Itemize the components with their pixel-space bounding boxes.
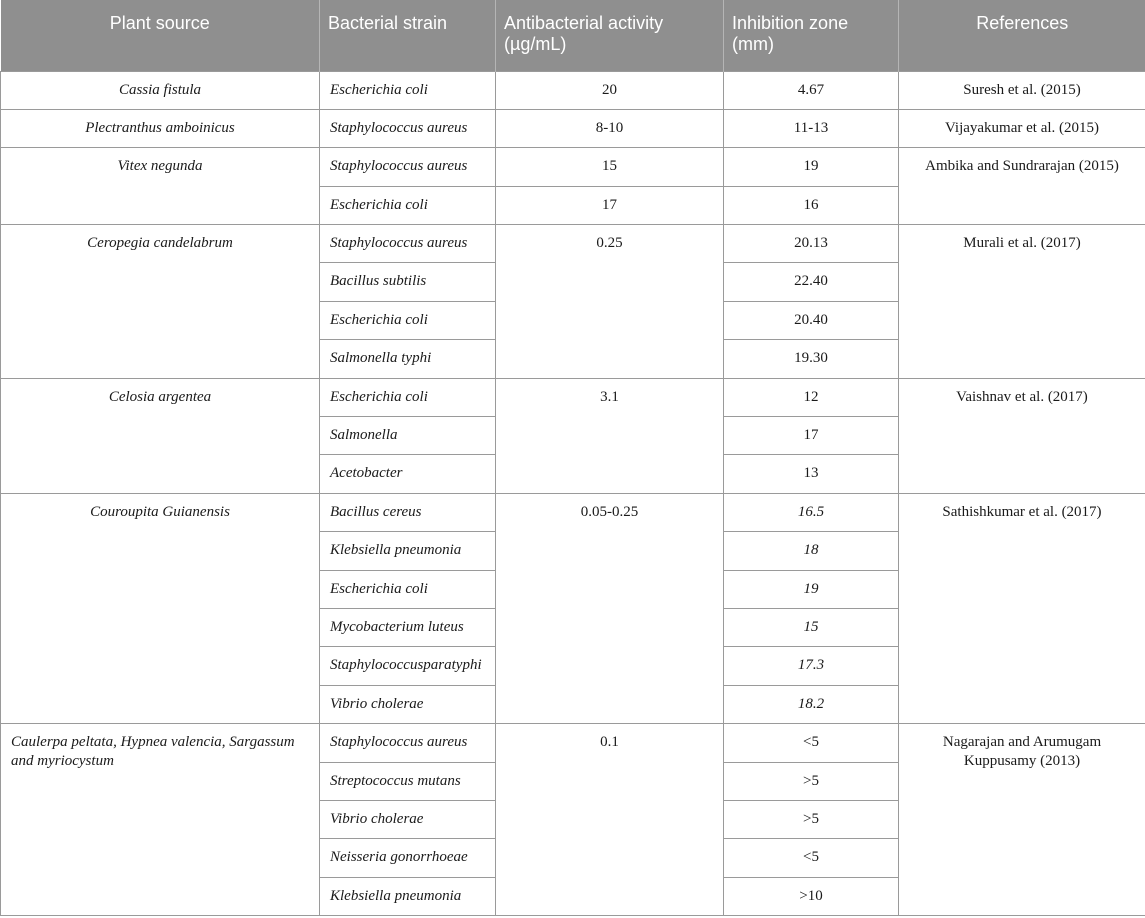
inhibition-zone-cell: 13 xyxy=(724,455,899,493)
inhibition-zone-cell: 22.40 xyxy=(724,263,899,301)
inhibition-zone-cell: 15 xyxy=(724,608,899,646)
reference-cell: Sathishkumar et al. (2017) xyxy=(899,493,1145,723)
inhibition-zone-cell: 19 xyxy=(724,148,899,186)
bacterial-strain-cell: Staphylococcus aureus xyxy=(320,148,496,186)
activity-cell: 0.1 xyxy=(496,724,724,916)
table-row xyxy=(1,225,1145,263)
inhibition-zone-cell: 19.30 xyxy=(724,340,899,378)
bacterial-strain-cell: Salmonella typhi xyxy=(320,340,496,378)
activity-cell: 8-10 xyxy=(496,109,724,147)
inhibition-zone-cell: 19 xyxy=(724,570,899,608)
reference-cell: Suresh et al. (2015) xyxy=(899,71,1145,109)
inhibition-zone-cell: 18 xyxy=(724,532,899,570)
reference-cell: Nagarajan and Arumugam Kuppusamy (2013) xyxy=(899,724,1145,916)
inhibition-zone-cell: >5 xyxy=(724,762,899,800)
inhibition-zone-cell: >5 xyxy=(724,800,899,838)
table-row xyxy=(1,71,1145,109)
plant-source-cell: Vitex negunda xyxy=(1,148,320,225)
reference-cell: Vaishnav et al. (2017) xyxy=(899,378,1145,493)
table-row xyxy=(1,109,1145,147)
table-row xyxy=(1,148,1145,186)
bacterial-strain-cell: Escherichia coli xyxy=(320,71,496,109)
header-plant-source: Plant source xyxy=(1,0,320,71)
activity-cell: 0.25 xyxy=(496,225,724,379)
table-row xyxy=(1,724,1145,762)
header-antibacterial-activity: Antibacterial activity (µg/mL) xyxy=(496,0,724,71)
plant-source-cell: Celosia argentea xyxy=(1,378,320,493)
bacterial-strain-cell: Bacillus cereus xyxy=(320,493,496,531)
inhibition-zone-cell: 12 xyxy=(724,378,899,416)
activity-cell: 20 xyxy=(496,71,724,109)
inhibition-zone-cell: <5 xyxy=(724,724,899,762)
header-references: References xyxy=(899,0,1145,71)
header-inhibition-zone: Inhibition zone (mm) xyxy=(724,0,899,71)
plant-source-cell: Cassia fistula xyxy=(1,71,320,109)
bacterial-strain-cell: Klebsiella pneumonia xyxy=(320,877,496,915)
activity-cell: 15 xyxy=(496,148,724,186)
inhibition-zone-cell: 4.67 xyxy=(724,71,899,109)
bacterial-strain-cell: Escherichia coli xyxy=(320,301,496,339)
header-bacterial-strain: Bacterial strain xyxy=(320,0,496,71)
inhibition-zone-cell: 16 xyxy=(724,186,899,224)
inhibition-zone-cell: 16.5 xyxy=(724,493,899,531)
reference-cell: Murali et al. (2017) xyxy=(899,225,1145,379)
header-row xyxy=(1,0,1145,71)
bacterial-strain-cell: Neisseria gonorrhoeae xyxy=(320,839,496,877)
plant-source-cell: Caulerpa peltata, Hypnea valencia, Sargassum and myriocystum xyxy=(1,724,320,916)
table-row xyxy=(1,378,1145,416)
bacterial-strain-cell: Klebsiella pneumonia xyxy=(320,532,496,570)
bacterial-strain-cell: Escherichia coli xyxy=(320,186,496,224)
table-body xyxy=(1,71,1145,916)
inhibition-zone-cell: 20.40 xyxy=(724,301,899,339)
table-row xyxy=(1,493,1145,531)
plant-source-cell: Plectranthus amboinicus xyxy=(1,109,320,147)
inhibition-zone-cell: 20.13 xyxy=(724,225,899,263)
bacterial-strain-cell: Acetobacter xyxy=(320,455,496,493)
bacterial-strain-cell: Bacillus subtilis xyxy=(320,263,496,301)
activity-cell: 3.1 xyxy=(496,378,724,493)
bacterial-strain-cell: Escherichia coli xyxy=(320,570,496,608)
bacterial-strain-cell: Staphylococcus aureus xyxy=(320,724,496,762)
plant-source-cell: Ceropegia candelabrum xyxy=(1,225,320,379)
inhibition-zone-cell: <5 xyxy=(724,839,899,877)
reference-cell: Vijayakumar et al. (2015) xyxy=(899,109,1145,147)
inhibition-zone-cell: 17.3 xyxy=(724,647,899,685)
inhibition-zone-cell: 11-13 xyxy=(724,109,899,147)
inhibition-zone-cell: 18.2 xyxy=(724,685,899,723)
bacterial-strain-cell: Streptococcus mutans xyxy=(320,762,496,800)
plant-source-cell: Couroupita Guianensis xyxy=(1,493,320,723)
inhibition-zone-cell: 17 xyxy=(724,417,899,455)
bacterial-strain-cell: Escherichia coli xyxy=(320,378,496,416)
inhibition-zone-cell: >10 xyxy=(724,877,899,915)
bacterial-strain-cell: Staphylococcus aureus xyxy=(320,109,496,147)
bacterial-strain-cell: Mycobacterium luteus xyxy=(320,608,496,646)
reference-cell: Ambika and Sundrarajan (2015) xyxy=(899,148,1145,225)
bacterial-strain-cell: Salmonella xyxy=(320,417,496,455)
activity-cell: 17 xyxy=(496,186,724,224)
table-header xyxy=(1,0,1145,71)
bacterial-strain-cell: Vibrio cholerae xyxy=(320,685,496,723)
bacterial-strain-cell: Staphylococcusparatyphi xyxy=(320,647,496,685)
activity-cell: 0.05-0.25 xyxy=(496,493,724,723)
bacterial-strain-cell: Vibrio cholerae xyxy=(320,800,496,838)
bacterial-strain-cell: Staphylococcus aureus xyxy=(320,225,496,263)
